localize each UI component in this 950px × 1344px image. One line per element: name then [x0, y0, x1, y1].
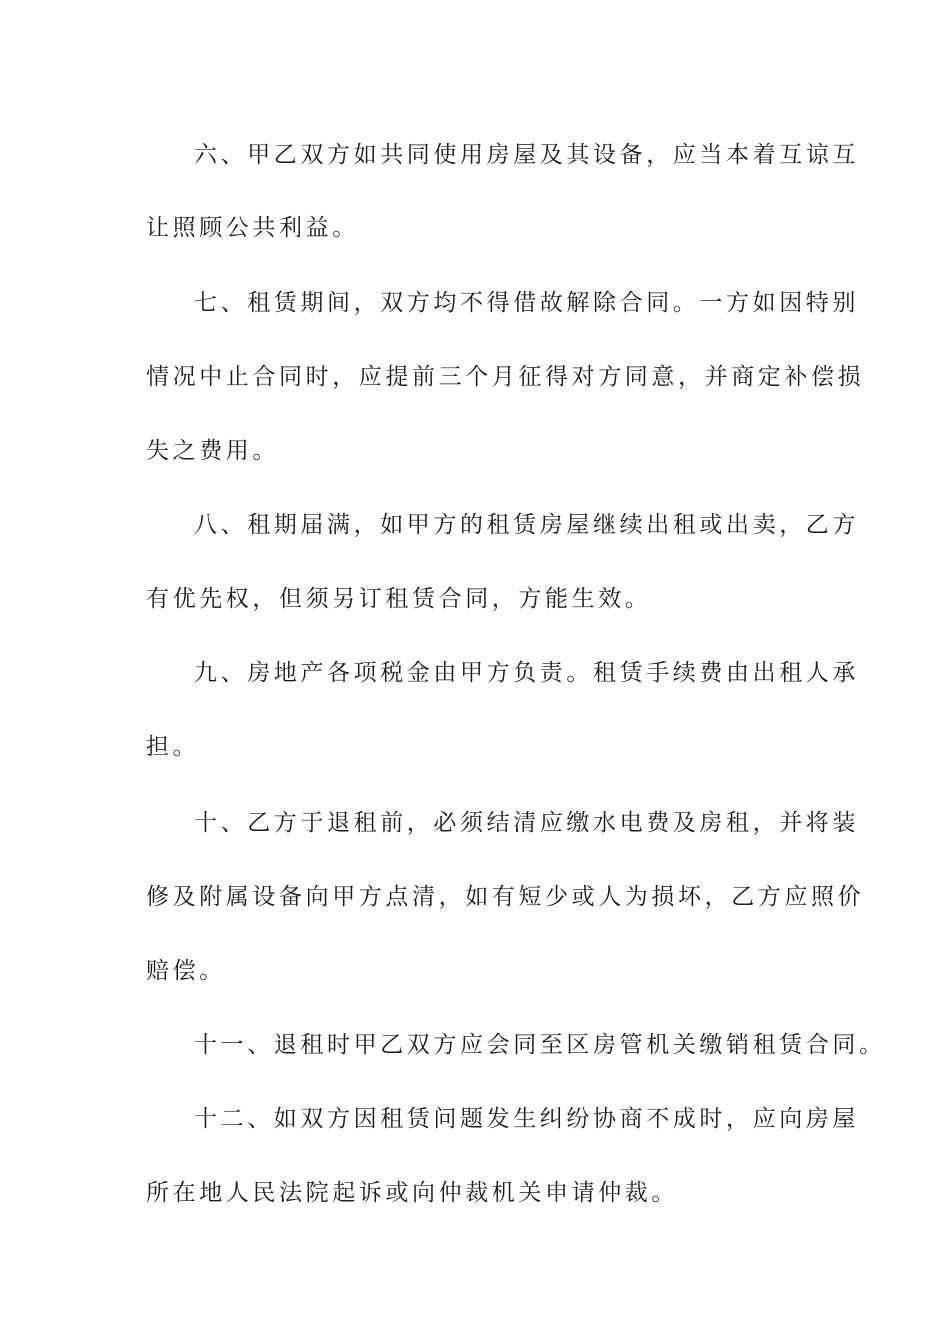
clause-9-line-2: 担。 [146, 734, 200, 760]
clause-11-line-1: 十一、退租时甲乙双方应会同至区房管机关缴销租赁合同。 [194, 1032, 886, 1058]
clause-10-line-1: 十、乙方于退租前，必须结清应缴水电费及房租，并将装 [194, 810, 859, 836]
clause-6-line-1: 六、甲乙双方如共同使用房屋及其设备，应当本着互谅互 [194, 142, 859, 168]
clause-10-line-3: 赔偿。 [146, 958, 226, 984]
clause-6-line-2: 让照顾公共利益。 [146, 215, 359, 241]
clause-8-line-1: 八、租期届满，如甲方的租赁房屋继续出租或出卖，乙方 [194, 512, 859, 538]
clause-7-line-1: 七、租赁期间，双方均不得借故解除合同。一方如因特别 [194, 290, 859, 316]
clause-12-line-1: 十二、如双方因租赁问题发生纠纷协商不成时，应向房屋 [194, 1106, 859, 1132]
clause-12-line-2: 所在地人民法院起诉或向仲裁机关申请仲裁。 [146, 1180, 678, 1206]
clause-9-line-1: 九、房地产各项税金由甲方负责。租赁手续费由出租人承 [194, 660, 859, 686]
clause-10-line-2: 修及附属设备向甲方点清，如有短少或人为损坏，乙方应照价 [146, 884, 865, 910]
clause-8-line-2: 有优先权，但须另订租赁合同，方能生效。 [146, 586, 652, 612]
clause-7-line-3: 失之费用。 [146, 438, 279, 464]
clause-7-line-2: 情况中止合同时，应提前三个月征得对方同意，并商定补偿损 [146, 364, 865, 390]
